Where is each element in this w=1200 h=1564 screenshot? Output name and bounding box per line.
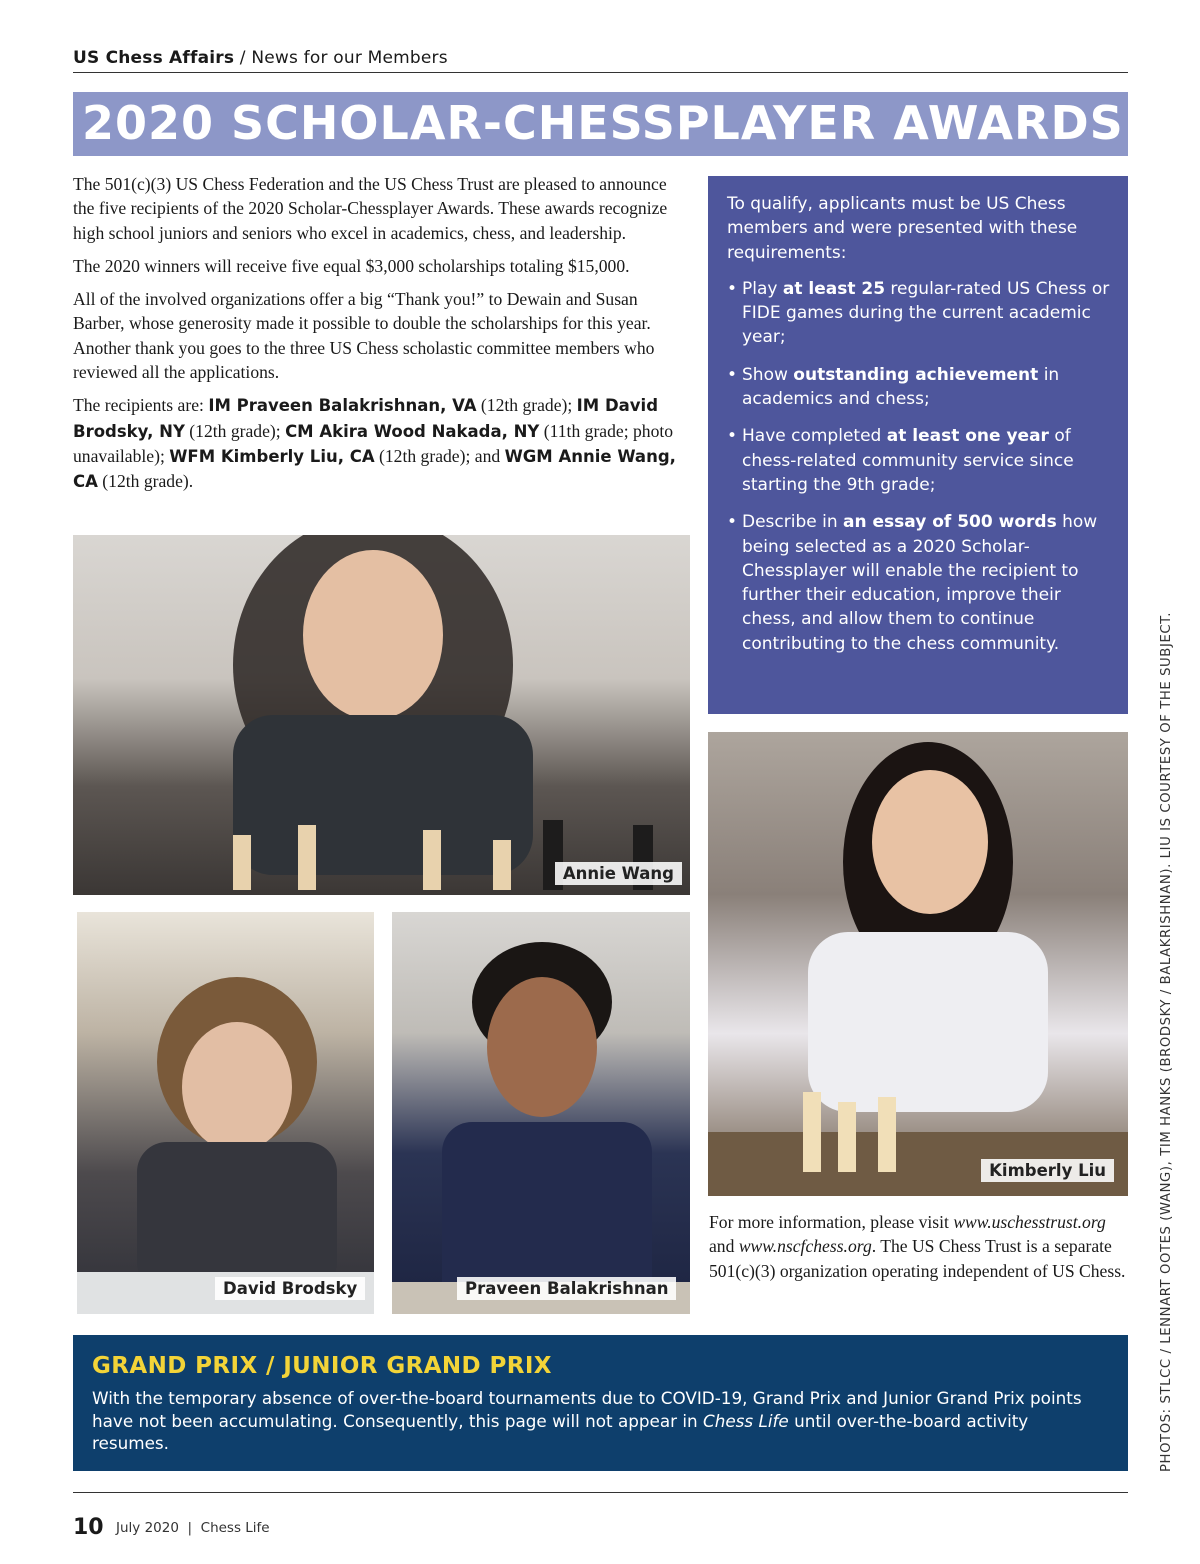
- header-rule: [73, 72, 1128, 73]
- requirement-item: [727, 277, 1110, 350]
- recipient-name: WFM Kimberly Liu, CA: [169, 446, 375, 466]
- requirement-text: of chess-related community service since starting the 9th grade;: [742, 426, 1074, 495]
- section-name: US Chess Affairs: [73, 48, 235, 68]
- bullet-icon: •: [727, 426, 738, 447]
- requirement-text: Show: [742, 364, 794, 385]
- more-info-text: For more information, please visit: [709, 1212, 954, 1232]
- website-link-uschesstrust[interactable]: www.uschesstrust.org: [953, 1212, 1106, 1232]
- chess-player-icon: [708, 732, 1128, 1196]
- paragraph-recipients: [73, 393, 683, 494]
- requirement-emphasis: an essay of 500 words: [843, 512, 1057, 533]
- requirement-emphasis: at least 25: [782, 278, 886, 299]
- photo-caption: Annie Wang: [555, 862, 682, 885]
- more-info-text: . The US Chess Trust is a separate 501(c)(3) organization operating independent of US Chess.: [709, 1236, 1126, 1281]
- requirement-text: Describe in: [742, 512, 844, 533]
- requirement-text: in academics and chess;: [742, 364, 1060, 410]
- requirements-sidebar: [708, 176, 1128, 714]
- photo-credit: PHOTOS: STLCC / LENNART OOTES (WANG), TIM HANKS (BRODSKY / BALAKRISHNAN). LIU IS COURTESY OF THE SUBJECT.: [1159, 611, 1174, 1472]
- chess-player-icon: [392, 912, 690, 1314]
- article-body: [73, 172, 683, 504]
- photo-caption: Kimberly Liu: [981, 1159, 1114, 1182]
- chess-player-icon: [77, 912, 374, 1314]
- recipient-grade: (12th grade).: [97, 471, 194, 492]
- sidebar-intro: To qualify, applicants must be US Chess members and were presented with these requirements:: [727, 194, 1078, 263]
- website-link-nscfchess[interactable]: www.nscfchess.org: [738, 1236, 872, 1257]
- grand-prix-text-part: With the temporary absence of over-the-board tournaments due to COVID-19, Grand Prix and Junior Grand Prix points have not been accumulating. Consequently, this page will not appear in: [92, 1388, 1082, 1431]
- recipient-name: IM David Brodsky, NY: [73, 396, 659, 441]
- chess-pieces-icon: [73, 535, 690, 895]
- requirement-text: how being selected as a 2020 Scholar-Chessplayer will enable the recipient to further their education, improve their chess, and allow them to continue contributing to the chess community.: [742, 512, 1098, 654]
- requirement-item: [727, 510, 1110, 656]
- grand-prix-box: [73, 1335, 1128, 1471]
- recipients-intro: The recipients are:: [73, 395, 209, 416]
- magazine-name: Chess Life: [703, 1410, 789, 1431]
- paragraph-thanks: All of the involved organizations offer a big “Thank you!” to Dewain and Susan Barber, whose generosity made it possible to double the scholarships for this year. Another thank you goes to the three US Chess scholastic committee members who reviewed all the applications.: [73, 289, 655, 383]
- page-number: 10: [73, 1515, 104, 1540]
- requirement-emphasis: at least one year: [886, 426, 1049, 447]
- requirement-item: [727, 363, 1110, 412]
- section-header: [73, 48, 448, 68]
- recipient-grade: (12th grade);: [184, 420, 286, 441]
- more-info-text: and: [709, 1236, 739, 1257]
- page-title: 2020 SCHOLAR-CHESSPLAYER AWARDS: [82, 96, 1124, 150]
- recipient-grade: (12th grade); and: [374, 445, 505, 466]
- footer-rule: [73, 1492, 1128, 1493]
- recipient-name: CM Akira Wood Nakada, NY: [285, 421, 540, 441]
- grand-prix-text: [92, 1387, 1109, 1455]
- recipient-grade: (11th grade; photo unavailable);: [73, 420, 674, 466]
- requirement-text: Have completed: [742, 426, 887, 447]
- recipient-name: IM Praveen Balakrishnan, VA: [208, 396, 477, 416]
- grand-prix-title: GRAND PRIX / JUNIOR GRAND PRIX: [92, 1353, 552, 1379]
- issue-info: July 2020 | Chess Life: [116, 1520, 270, 1536]
- section-separator: /: [234, 48, 252, 68]
- photo-praveen-balakrishnan: [392, 912, 690, 1314]
- requirement-text: Play: [742, 278, 783, 299]
- requirement-text: regular-rated US Chess or FIDE games during the current academic year;: [742, 278, 1110, 348]
- bullet-icon: •: [727, 364, 738, 385]
- photo-annie-wang: [73, 535, 690, 895]
- requirement-emphasis: outstanding achievement: [793, 364, 1039, 385]
- paragraph-intro: The 501(c)(3) US Chess Federation and the US Chess Trust are pleased to announce the five recipients of the 2020 Scholar-Chessplayer Awards. These awards recognize high school juniors and seniors who excel in academics, chess, and leadership.: [73, 174, 668, 243]
- paragraph-scholarships: The 2020 winners will receive five equal $3,000 scholarships totaling $15,000.: [73, 255, 630, 276]
- recipient-name: WGM Annie Wang, CA: [73, 446, 676, 492]
- photo-david-brodsky: [77, 912, 374, 1314]
- bullet-icon: •: [727, 512, 738, 533]
- requirement-item: [727, 424, 1110, 497]
- requirements-list: [727, 277, 1110, 656]
- more-info-paragraph: [709, 1210, 1129, 1283]
- photo-caption: Praveen Balakrishnan: [457, 1277, 676, 1300]
- grand-prix-text-part: until over-the-board activity resumes.: [92, 1410, 1029, 1453]
- subsection-name: News for our Members: [251, 48, 448, 68]
- bullet-icon: •: [727, 278, 738, 299]
- photo-kimberly-liu: [708, 732, 1128, 1196]
- photo-caption: David Brodsky: [215, 1277, 365, 1300]
- recipient-grade: (12th grade);: [476, 395, 577, 416]
